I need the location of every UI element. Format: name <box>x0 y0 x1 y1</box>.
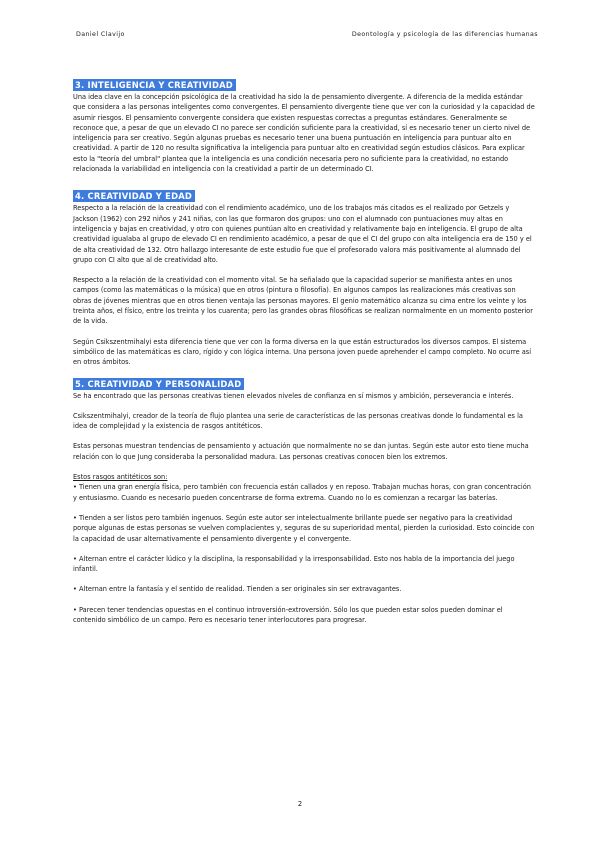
paragraph: Respecto a la relación de la creatividad con el rendimiento académico, uno de los trabajos más citados es el realizado por Getzels y Jackson (1962) con 292 niños y 241 niñas, con las que formaron dos grupos: uno con el alumnado con puntuaciones muy altas en inteligencia y bajas en creatividad, y otro con quienes puntúan alto en creatividad y relativamente bajo en inteligencia. El grupo de alta creatividad igualaba al grupo de elevado CI en rendimiento académico, a pesar de que el CI del grupo con alta inteligencia era de 150 y el de alta creatividad de 132. Otro hallazgo interesante de este estudio fue que el profesorado valora más positivamente al alumnado del grupo con CI alto que al de creatividad alto. <box>73 204 532 264</box>
page-content <box>73 73 536 625</box>
header-course: Deontología y psicología de las diferencias humanas <box>351 31 538 38</box>
paragraph: Estas personas muestran tendencias de pensamiento y actuación que normalmente no se dan juntas. Según este autor esto tiene mucha relación con lo que Jung consideraba la personalidad madura. Las personas creativas conocen bien los extremos. <box>73 442 529 461</box>
list-item: • Parecen tener tendencias opuestas en el continuo introversión-extroversión. Sólo los que pueden estar solos pueden dominar el contenido simbólico de un campo. Pero es necesario tener interlocutores para progresar. <box>73 605 503 624</box>
page-number: 2 <box>297 800 303 808</box>
list-item: • Alternan entre el carácter lúdico y la disciplina, la responsabilidad y la irresponsabilidad. Esto nos habla de la importancia del juego infantil. <box>73 554 515 574</box>
page-header <box>76 31 538 38</box>
section-heading: 3. INTELIGENCIA Y CREATIVIDAD <box>73 79 236 91</box>
list-item: • Tienden a ser listos pero también ingenuos. Según este autor ser intelectualmente brillante puede ser negativo para la creatividad porque algunas de estas personas se vuelven complacientes y, seguras de su superioridad mental, pierden la curiosidad. Esto coincide con la capacidad de usar alternativamente el pensamiento divergente y el convergente. <box>73 513 535 543</box>
section-heading: 5. CREATIVIDAD Y PERSONALIDAD <box>73 378 244 390</box>
paragraph: Según Csikszentmihalyi esta diferencia tiene que ver con la forma diversa en la que están estructurados los diversos campos. El sistema simbólico de las matemáticas es claro, rígido y con lógica interna. Una persona joven puede aprehender el campo completo. No ocurre así en otros ámbitos. <box>73 337 532 367</box>
header-author: Daniel Clavijo <box>76 31 125 38</box>
section-heading: 4. CREATIVIDAD Y EDAD <box>73 190 195 202</box>
list-title: Estos rasgos antitéticos son: <box>73 473 168 482</box>
paragraph: Una idea clave en la concepción psicológica de la creatividad ha sido la de pensamiento divergente. A diferencia de la medida estándar que considera a las personas inteligentes como convergentes. El pensamiento divergente tiene que ver con la curiosidad y la capacidad de asumir riesgos. El pensamiento convergente considera que existen respuestas correctas a preguntas estándares. Generalmente se reconoce que, a pesar de que un elevado CI no parece ser condición suficiente para la creatividad, sí es necesario tener un cierto nivel de inteligencia para ser creativo. Según algunas pruebas es necesario tener una buena puntuación en inteligencia para puntuar alto en creatividad. A partir de 120 no resulta significativa la inteligencia para puntuar alto en creatividad según estudios clásicos. Para explicar esto la "teoría del umbral" plantea que la inteligencia es una condición necesaria pero no suficiente para la creatividad, no estando relacionada la variabilidad en inteligencia con la creatividad a partir de un determinado CI. <box>73 93 535 174</box>
list-item: • Tienen una gran energía física, pero también con frecuencia están callados y en reposo. Trabajan muchas horas, con gran concentración y entusiasmo. Cuando es necesario pueden concentrarse de forma extrema. Cuando no lo es comienzan a recargar las baterías. <box>73 483 531 502</box>
list-item: • Alternan entre la fantasía y el sentido de realidad. Tienden a ser originales sin ser extravagantes. <box>73 585 402 594</box>
paragraph: Respecto a la relación de la creatividad con el momento vital. Se ha señalado que la capacidad superior se manifiesta antes en unos campos (como las matemáticas o la música) que en otros (pintura o filosofía). En algunos campos las realizaciones más creativas son obras de jóvenes mientras que en otros tienen ventaja las personas mayores. El genio matemático alcanza su cima entre los veinte y los treinta años, el físico, entre los treinta y los cuarenta; pero las grandes obras filosóficas se realizan normalmente en un momento posterior de la vida. <box>73 276 533 326</box>
paragraph: Csikszentmihalyi, creador de la teoría de flujo plantea una serie de características de las personas creativas donde lo fundamental es la idea de complejidad y la existencia de rasgos antitéticos. <box>73 411 523 431</box>
paragraph: Se ha encontrado que las personas creativas tienen elevados niveles de confianza en sí mismos y ambición, perseverancia e interés. <box>73 391 514 400</box>
